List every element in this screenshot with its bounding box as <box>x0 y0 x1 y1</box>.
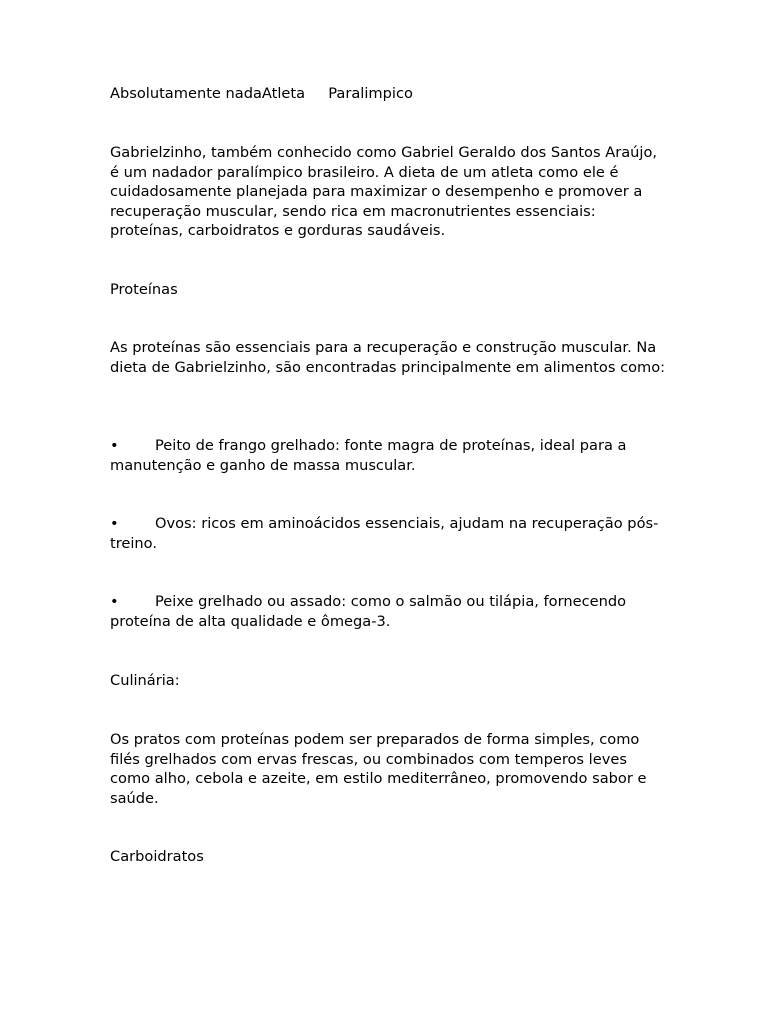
bullet-item <box>110 514 670 553</box>
heading-carbs: Carboidratos <box>110 848 204 865</box>
bullet-mark: • <box>110 593 119 610</box>
heading-culinary: Culinária: <box>110 672 180 689</box>
bullet-item <box>110 436 670 475</box>
bullet-text: Ovos: ricos em aminoácidos essenciais, ajudam na recuperação pós-treino. <box>110 515 659 552</box>
bullet-item <box>110 592 670 631</box>
bullet-text: Peito de frango grelhado: fonte magra de proteínas, ideal para a manutenção e ganho de massa muscular. <box>110 437 627 474</box>
bullet-mark: • <box>110 437 119 454</box>
proteins-paragraph: As proteínas são essenciais para a recuperação e construção muscular. Na dieta de Gabrielzinho, são encontradas principalmente em alimentos como: <box>110 339 666 376</box>
title-line: Absolutamente nadaAtleta Paralimpico <box>110 85 413 102</box>
culinary-paragraph: Os pratos com proteínas podem ser preparados de forma simples, como filés grelhados com ervas frescas, ou combinados com temperos leves como alho, cebola e azeite, em estilo mediterrâneo, promovendo sabor e saúde. <box>110 731 647 807</box>
bullet-text: Peixe grelhado ou assado: como o salmão ou tilápia, fornecendo proteína de alta qualidade e ômega-3. <box>110 593 627 630</box>
intro-paragraph: Gabrielzinho, também conhecido como Gabriel Geraldo dos Santos Araújo, é um nadador paralímpico brasileiro. A dieta de um atleta como ele é cuidadosamente planejada para maximizar o desempenho e promover a recuperação muscular, sendo rica em macronutrientes essenciais: proteínas, carboidratos e gorduras saudáveis. <box>110 144 658 239</box>
bullet-mark: • <box>110 515 119 532</box>
heading-proteins: Proteínas <box>110 281 178 298</box>
